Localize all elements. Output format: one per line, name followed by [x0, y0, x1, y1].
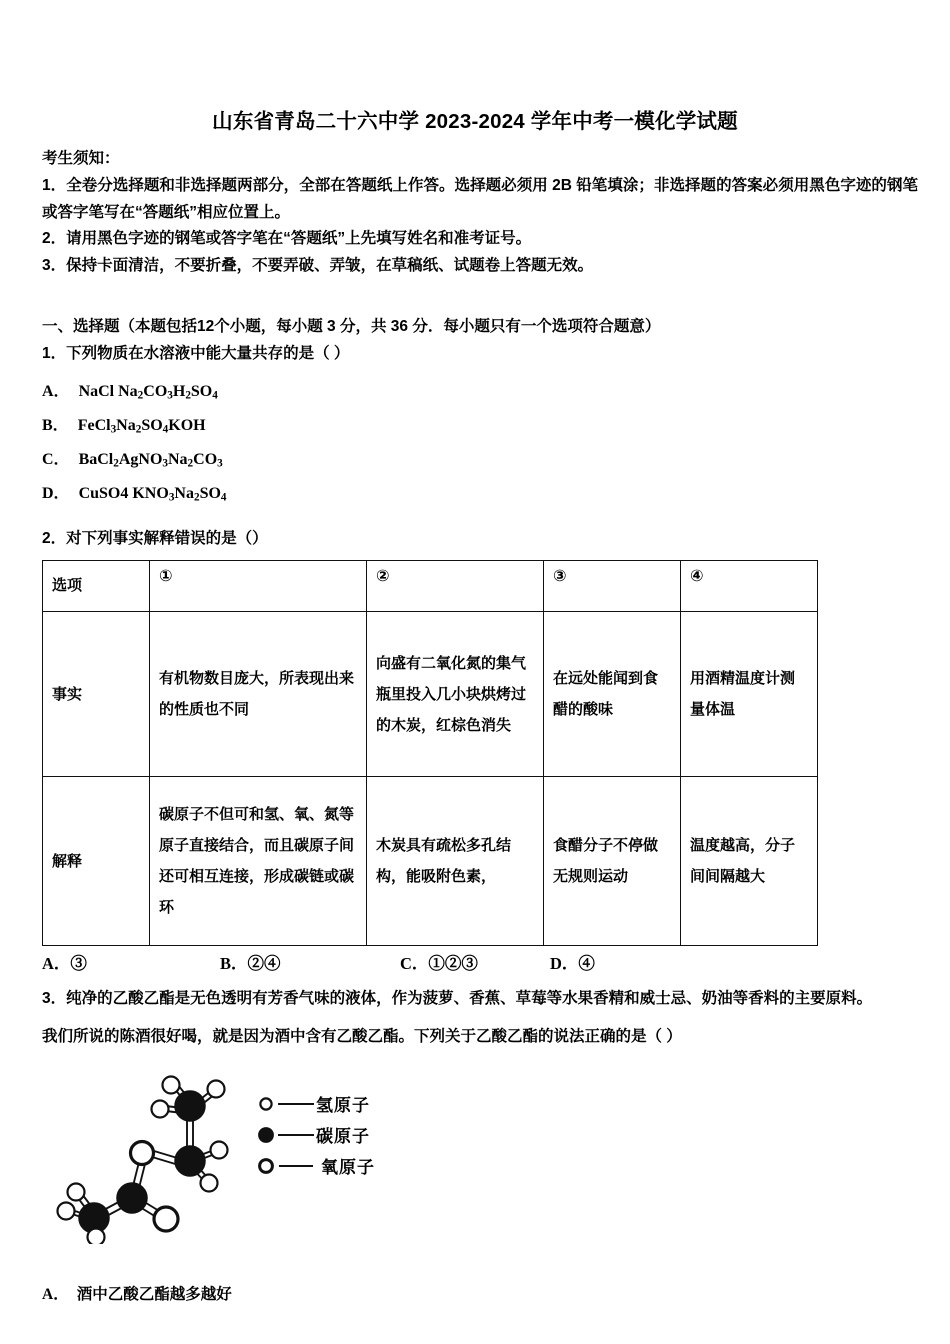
- oxygen-atom-icon: [257, 1157, 275, 1175]
- explanation-cell-3: 食醋分子不停做无规则运动: [544, 777, 681, 946]
- q3-option-a: [42, 1280, 918, 1310]
- spacer: [42, 1246, 918, 1280]
- legend-label-hydrogen: 氢原子: [316, 1096, 370, 1115]
- legend-leader-line: [279, 1165, 313, 1167]
- explanation-cell-2: 木炭具有疏松多孔结构，能吸附色素，: [367, 777, 544, 946]
- column-header-2: ②: [367, 561, 544, 612]
- q1-option-b: [42, 409, 918, 443]
- option-formula: CuSO4 $KNO_3Na_2SO_4$: [78, 485, 227, 504]
- legend-label-oxygen: 氧原子: [321, 1158, 375, 1177]
- hydrogen-atom: [88, 1229, 105, 1245]
- answer-option: C．①②③: [400, 954, 478, 973]
- spacer: [42, 367, 918, 375]
- table-row-explanations: [43, 777, 818, 946]
- question-3-stem-line-1: 3．纯净的乙酸乙酯是无色透明有芳香气味的液体，作为菠萝、香蕉、草莓等水果香精和威士忌、奶油等香料的主要原料。: [42, 990, 873, 1007]
- notice-item-1: 1．全卷分选择题和非选择题两部分，全部在答题纸上作答。选择题必须用 2B 铅笔填涂；非选择题的答案必须用黑色字迹的钢笔或答字笔写在“答题纸”相应位置上。: [42, 177, 918, 221]
- question-3-stem-line-2: 我们所说的陈酒很好喝，就是因为酒中含有乙酸乙酯。下列关于乙酸乙酯的说法正确的是（ ）: [42, 1028, 682, 1045]
- answer-option: A．③: [42, 954, 87, 973]
- table-row-facts: [43, 612, 818, 777]
- hydrogen-atom: [152, 1101, 169, 1118]
- page-title: 山东省青岛二十六中学 2023-2024 学年中考一模化学试题: [212, 110, 738, 133]
- hydrogen-atom-icon: [257, 1095, 275, 1113]
- option-label: B．: [42, 417, 69, 434]
- notice-item-3: 3．保持卡面清洁，不要折叠，不要弄破、弄皱，在草稿纸、试题卷上答题无效。: [42, 256, 594, 274]
- answer-option: B．②④: [220, 954, 281, 973]
- notice-heading: 考生须知：: [42, 150, 120, 167]
- column-header-3: ③: [544, 561, 681, 612]
- legend-leader-line: [278, 1103, 314, 1105]
- notice-item-2: 2．请用黑色字迹的钢笔或答字笔在“答题纸”上先填写姓名和准考证号。: [42, 230, 532, 247]
- fact-cell-2: 向盛有二氧化氮的集气瓶里投入几小块烘烤过的木炭，红棕色消失: [367, 612, 544, 777]
- row-label-explanation: 解释: [43, 777, 150, 946]
- column-header-4: ④: [681, 561, 818, 612]
- question-2-answers: [42, 950, 742, 980]
- section-heading: 一、选择题（本题包括12个小题，每小题 3 分，共 36 分．每小题只有一个选项符合题意）: [42, 318, 661, 335]
- oxygen-atom: [154, 1207, 178, 1231]
- spacer: [42, 511, 918, 525]
- legend-label-carbon: 碳原子: [316, 1127, 370, 1146]
- molecule-legend: [257, 1088, 487, 1181]
- fact-cell-4: 用酒精温度计测量体温: [681, 612, 818, 777]
- explanation-cell-4: 温度越高，分子间间隔越大: [681, 777, 818, 946]
- hydrogen-atom: [208, 1081, 225, 1098]
- question-1-stem: 1．下列物质在水溶液中能大量共存的是（ ）: [42, 345, 350, 362]
- q1-option-a: [42, 375, 918, 409]
- row-label-option: 选项: [43, 561, 150, 612]
- row-label-fact: 事实: [43, 612, 150, 777]
- legend-leader-line: [278, 1134, 314, 1136]
- fact-cell-3: 在远处能闻到食醋的酸味: [544, 612, 681, 777]
- q1-option-d: [42, 477, 918, 511]
- spacer: [42, 279, 918, 313]
- carbon-atom-icon: [257, 1126, 275, 1144]
- carbon-atom: [117, 1183, 147, 1213]
- option-label: A．: [42, 1286, 69, 1303]
- option-text: 酒中乙酸乙酯越多越好: [76, 1286, 232, 1303]
- legend-row-hydrogen: [257, 1088, 487, 1119]
- option-formula: NaCl $Na_2CO_3H_2SO_4$: [78, 383, 218, 402]
- answer-option: D．④: [550, 954, 595, 973]
- column-header-1: ①: [150, 561, 367, 612]
- carbon-atom: [175, 1091, 205, 1121]
- hydrogen-atom: [68, 1184, 85, 1201]
- oxygen-atom: [131, 1142, 154, 1165]
- option-formula: $FeCl_3Na_2SO_4KOH$: [77, 417, 206, 436]
- ethyl-acetate-figure: [42, 1066, 918, 1246]
- option-label: C．: [42, 451, 70, 468]
- carbon-atom: [175, 1146, 205, 1176]
- hydrogen-atom: [58, 1203, 75, 1220]
- hydrogen-atom: [201, 1175, 218, 1192]
- option-formula: $BaCl_2AgNO_3Na_2CO_3$: [78, 451, 223, 470]
- hydrogen-atom: [211, 1142, 228, 1159]
- fact-cell-1: 有机物数目庞大，所表现出来的性质也不同: [150, 612, 367, 777]
- option-label: A．: [42, 383, 70, 400]
- ethyl-acetate-molecule-diagram: [56, 1068, 251, 1244]
- question-2-stem: 2．对下列事实解释错误的是（）: [42, 530, 268, 547]
- document-body: [42, 146, 918, 1310]
- table-row-header: [43, 561, 818, 612]
- legend-row-oxygen: [257, 1150, 487, 1181]
- explanation-cell-1: 碳原子不但可和氢、氧、氮等原子直接结合，而且碳原子间还可相互连接，形成碳链或碳环: [150, 777, 367, 946]
- option-label: D．: [42, 485, 70, 502]
- facts-explanations-table: [42, 560, 818, 946]
- legend-row-carbon: [257, 1119, 487, 1150]
- q1-option-c: [42, 443, 918, 477]
- hydrogen-atom: [163, 1077, 180, 1094]
